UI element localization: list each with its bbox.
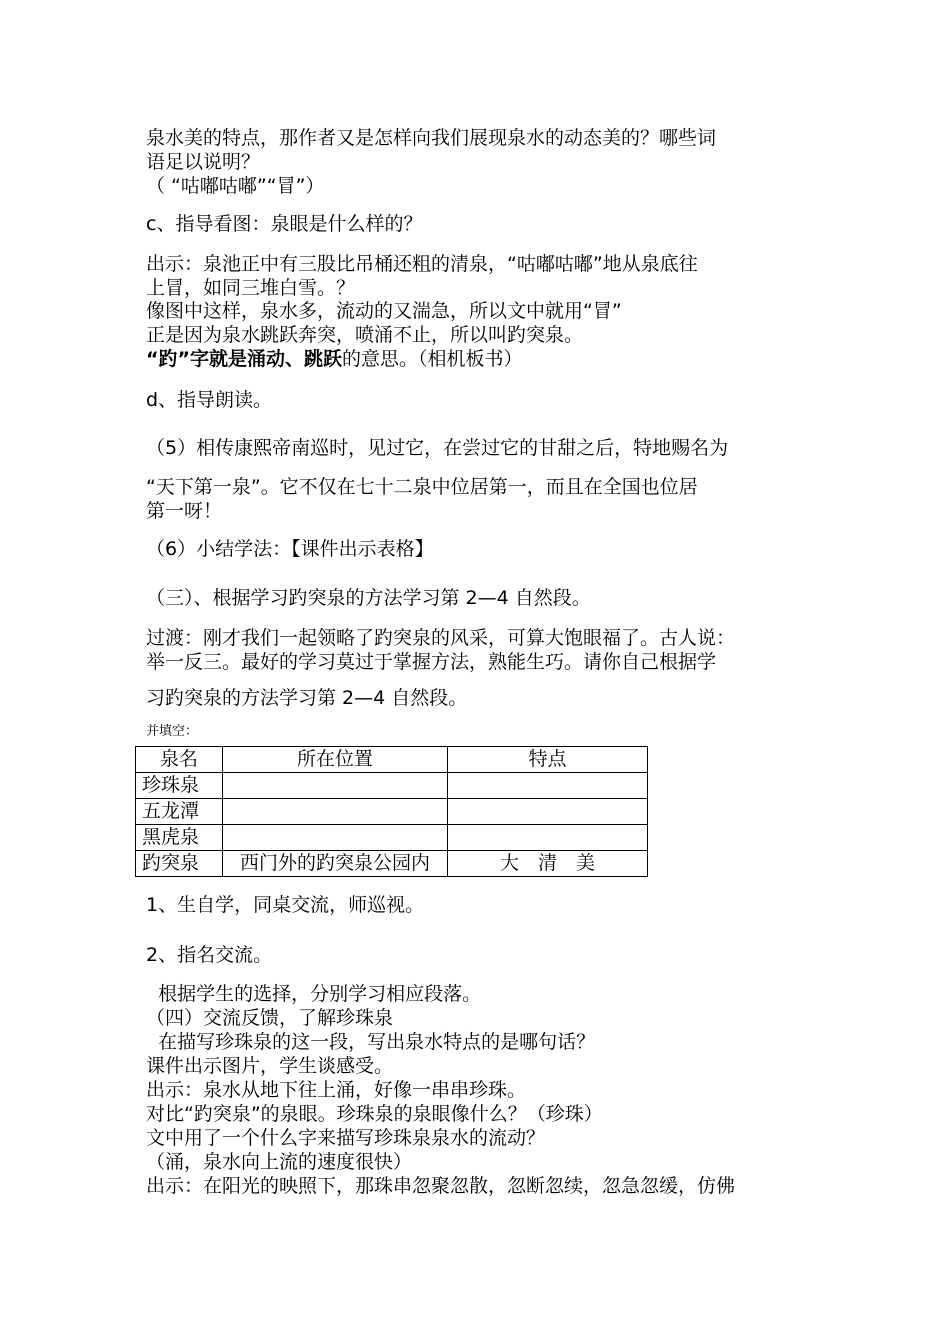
table-cell: 趵突泉 [136,851,223,877]
plain-phrase: 的意思。（相机板书） [341,348,523,370]
table-header: 泉名 [136,747,223,773]
paragraph-line: 出示：在阳光的映照下，那珠串忽聚忽散，忽断忽续，忽急忽缓，仿佛 [146,1175,736,1197]
table-cell [448,825,648,851]
table-cell: 黑虎泉 [136,825,223,851]
bold-phrase: “趵”字就是涌动、跳跃 [146,348,342,370]
paragraph-line: （5）相传康熙帝南巡时，见过它，在尝过它的甘甜之后，特地赐名为 [146,437,729,459]
paragraph-line: 正是因为泉水跳跃奔突，喷涌不止，所以叫趵突泉。 [146,324,584,346]
paragraph-line: 在描写珍珠泉的这一段，写出泉水特点的是哪句话？ [146,1031,596,1053]
table-header-row [136,747,648,773]
table-cell [223,773,448,799]
paragraph-line: 2、指名交流。 [146,944,273,966]
paragraph-line: 习趵突泉的方法学习第 2—4 自然段。 [146,687,468,709]
paragraph-line: 语足以说明？ [146,151,261,173]
paragraph-line: （6）小结学法：【课件出示表格】 [146,538,434,560]
paragraph-line: 像图中这样，泉水多，流动的又湍急，所以文中就用“冒” [146,300,622,322]
paragraph-line: 文中用了一个什么字来描写珍珠泉泉水的流动？ [146,1127,546,1149]
table-cell [448,799,648,825]
paragraph-line: 出示：泉水从地下往上涌，好像一串串珍珠。 [146,1079,527,1101]
paragraph-line: 第一呀！ [146,500,223,522]
table-cell [223,799,448,825]
paragraph-line: （四）交流反馈，了解珍珠泉 [146,1007,394,1029]
table-row [136,851,648,877]
paragraph-line [146,347,523,371]
paragraph-line: （三）、根据学习趵突泉的方法学习第 2—4 自然段。 [146,587,591,609]
paragraph-line: 上冒，如同三堆白雪。？ [146,277,356,299]
paragraph-line: 课件出示图片，学生谈感受。 [146,1055,394,1077]
table-cell [223,825,448,851]
table-cell [448,773,648,799]
paragraph-line: 出示：泉池正中有三股比吊桶还粗的清泉，“咕嘟咕嘟”地从泉底往 [146,253,698,275]
paragraph-line: 根据学生的选择，分别学习相应段落。 [146,983,482,1005]
paragraph-line: （ “咕嘟咕嘟”“冒”） [146,175,325,197]
paragraph-line: “天下第一泉”。它不仅在七十二泉中位居第一，而且在全国也位居 [146,476,698,498]
table-row [136,773,648,799]
paragraph-line: 1、生自学，同桌交流，师巡视。 [146,894,425,916]
table-cell: 大 清 美 [448,851,648,877]
table-cell: 西门外的趵突泉公园内 [223,851,448,877]
paragraph-line: （涌，泉水向上流的速度很快） [146,1151,413,1173]
table-caption: 并填空： [146,724,199,739]
table-cell: 珍珠泉 [136,773,223,799]
table-cell: 五龙潭 [136,799,223,825]
paragraph-line: d、指导朗读。 [146,389,273,411]
table-header: 所在位置 [223,747,448,773]
paragraph-line: 举一反三。最好的学习莫过于掌握方法，熟能生巧。请你自己根据学 [146,651,717,673]
table-row [136,799,648,825]
table-row [136,825,648,851]
springs-table [135,746,648,877]
paragraph-line: 对比“趵突泉”的泉眼。珍珠泉的泉眼像什么？（珍珠） [146,1103,603,1125]
paragraph-line: c、指导看图：泉眼是什么样的？ [146,213,423,235]
paragraph-line: 过渡：刚才我们一起领略了趵突泉的风采，可算大饱眼福了。古人说： [146,627,736,649]
paragraph-line: 泉水美的特点，那作者又是怎样向我们展现泉水的动态美的？哪些词 [146,127,717,149]
table-header: 特点 [448,747,648,773]
